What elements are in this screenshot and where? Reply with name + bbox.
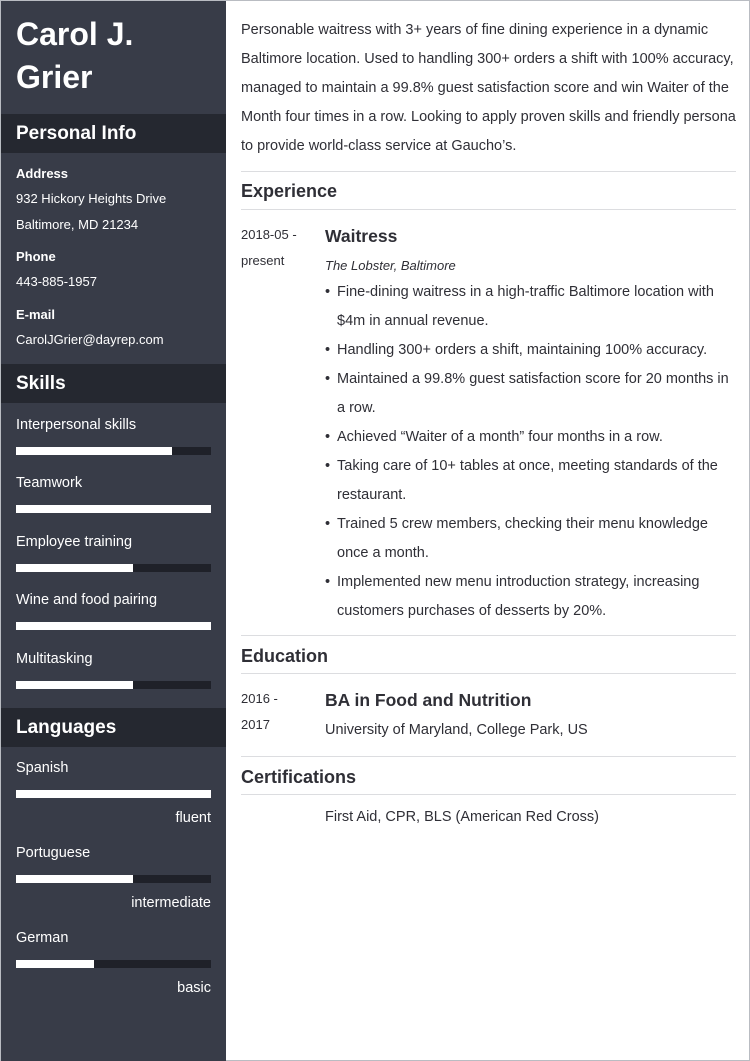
- language-name: German: [16, 930, 69, 946]
- language-level: intermediate: [131, 895, 211, 911]
- address-label: Address: [16, 166, 69, 181]
- language-name: Spanish: [16, 760, 69, 776]
- language-bar: [16, 790, 211, 798]
- skill-name: Interpersonal skills: [16, 417, 137, 433]
- language-bar: [16, 960, 211, 968]
- education-date-start: 2016 -: [241, 691, 278, 706]
- skill-bar-fill: [16, 564, 133, 572]
- main-content: [226, 1, 750, 1061]
- skill-bar-fill: [16, 447, 172, 455]
- list-item: • Maintained a 99.8% guest satisfaction score for 20 months in a row.: [325, 365, 735, 423]
- skill-name: Wine and food pairing: [16, 592, 158, 608]
- language-bar: [16, 875, 211, 883]
- divider: [241, 794, 736, 795]
- list-item: • Achieved “Waiter of a month” four months in a row.: [325, 423, 735, 452]
- languages-header: Languages: [1, 708, 226, 747]
- certifications-header: Certifications: [241, 767, 357, 787]
- certifications-text: First Aid, CPR, BLS (American Red Cross): [325, 809, 599, 825]
- skills-header: Skills: [1, 364, 226, 403]
- school-name: University of Maryland, College Park, US: [325, 722, 588, 738]
- experience-header: Experience: [241, 181, 338, 201]
- list-item: • Handling 300+ orders a shift, maintaining 100% accuracy.: [325, 336, 735, 365]
- list-item: • Fine-dining waitress in a high-traffic Baltimore location with $4m in annual revenue.: [325, 278, 735, 336]
- skill-bar-fill: [16, 681, 133, 689]
- education-date-end: 2017: [241, 717, 270, 732]
- language-bar-fill: [16, 960, 94, 968]
- skill-name: Employee training: [16, 534, 133, 550]
- divider: [241, 209, 736, 210]
- list-item: • Trained 5 crew members, checking their menu knowledge once a month.: [325, 510, 735, 568]
- experience-bullets: [325, 278, 735, 626]
- email-value: CarolJGrier@dayrep.com: [16, 332, 164, 347]
- candidate-name: Carol J. Grier: [16, 16, 134, 95]
- summary-text: Personable waitress with 3+ years of fine dining experience in a dynamic Baltimore location. Used to handling 300+ orders a shift with 100% accuracy, managed to maintain a 99.8% guest satisfaction score and win Waiter of the Month four times in a row. Looking to apply proven skills and friendly persona to provide world-class service at Gaucho’s.: [241, 22, 736, 154]
- skill-bar: [16, 447, 211, 455]
- phone-label: Phone: [16, 249, 56, 264]
- divider: [241, 756, 736, 757]
- personal-info-header: Personal Info: [1, 114, 226, 153]
- language-bar-fill: [16, 875, 133, 883]
- degree-title: BA in Food and Nutrition: [325, 690, 532, 710]
- language-level: basic: [177, 980, 211, 996]
- divider: [241, 635, 736, 636]
- list-item: • Taking care of 10+ tables at once, meeting standards of the restaurant.: [325, 452, 735, 510]
- divider: [241, 673, 736, 674]
- skill-name: Multitasking: [16, 651, 93, 667]
- language-level: fluent: [175, 810, 211, 826]
- skill-name: Teamwork: [16, 475, 83, 491]
- list-item: • Implemented new menu introduction strategy, increasing customers purchases of desserts by 20%.: [325, 568, 735, 626]
- divider: [241, 171, 736, 172]
- email-label: E-mail: [16, 307, 56, 322]
- skill-bar-fill: [16, 622, 211, 630]
- language-bar-fill: [16, 790, 211, 798]
- education-header: Education: [241, 646, 329, 666]
- language-name: Portuguese: [16, 845, 91, 861]
- sidebar: [1, 1, 226, 1061]
- skill-bar-fill: [16, 505, 211, 513]
- address-line-1: 932 Hickory Heights Drive: [16, 191, 167, 206]
- experience-date-end: present: [241, 253, 285, 268]
- company-name: The Lobster, Baltimore: [325, 258, 456, 273]
- skill-bar: [16, 681, 211, 689]
- address-line-2: Baltimore, MD 21234: [16, 217, 139, 232]
- job-title: Waitress: [325, 226, 398, 246]
- skill-bar: [16, 505, 211, 513]
- experience-date-start: 2018-05 -: [241, 227, 297, 242]
- phone-value: 443-885-1957: [16, 274, 97, 289]
- skill-bar: [16, 564, 211, 572]
- skill-bar: [16, 622, 211, 630]
